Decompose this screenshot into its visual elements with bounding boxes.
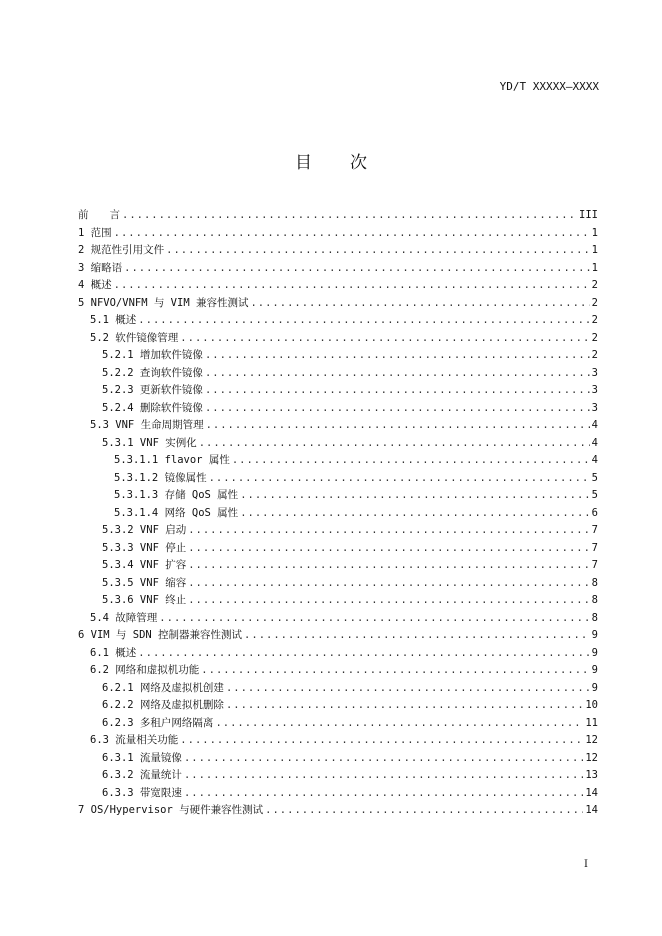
- toc-dot-leader: [138, 312, 589, 330]
- toc-entry-label: 3 缩略语: [78, 261, 123, 274]
- toc-entry-page: 8: [591, 594, 598, 606]
- toc-entry-page: 8: [591, 611, 598, 624]
- toc-dot-leader: [184, 767, 583, 785]
- toc-entry[interactable]: [78, 802, 598, 820]
- toc-entry[interactable]: [78, 400, 598, 418]
- toc-dot-leader: [180, 330, 589, 348]
- toc-title-first: 目: [295, 153, 312, 173]
- toc-entry[interactable]: [78, 680, 598, 698]
- toc-entry[interactable]: [78, 575, 598, 593]
- toc-entry-label: 5.3.4 VNF 扩容: [102, 559, 187, 571]
- toc-dot-leader: [188, 540, 589, 558]
- document-code: YD/T XXXXX—XXXX: [499, 80, 599, 93]
- toc-dot-leader: [166, 242, 590, 260]
- toc-entry-page: 7: [591, 524, 598, 536]
- toc-dot-leader: [215, 715, 583, 733]
- toc-entry-label: 5.2.4 删除软件镜像: [102, 401, 203, 414]
- toc-entry[interactable]: [78, 417, 598, 435]
- toc-entry-label: 5 NFVO/VNFM 与 VIM 兼容性测试: [78, 296, 249, 309]
- toc-entry-page: 2: [591, 296, 598, 309]
- toc-entry[interactable]: [78, 592, 598, 610]
- toc-entry-label: 5.3.2 VNF 启动: [102, 524, 187, 536]
- toc-entry-label: 4 概述: [78, 279, 112, 291]
- toc-entry[interactable]: [78, 767, 598, 785]
- toc-entry[interactable]: [78, 470, 598, 488]
- toc-entry-page: 9: [591, 681, 598, 694]
- toc-entry-page: 10: [585, 699, 598, 711]
- toc-entry[interactable]: [78, 645, 598, 663]
- toc-entry-label: 5.2 软件镜像管理: [90, 331, 179, 344]
- toc-entry-label: 5.3.1 VNF 实例化: [102, 436, 197, 449]
- toc-entry-page: 1: [591, 261, 598, 274]
- toc-entry-page: 9: [591, 646, 598, 659]
- toc-dot-leader: [205, 347, 590, 365]
- toc-entry[interactable]: [78, 697, 598, 715]
- toc-entry-label: 6.2.2 网络及虚拟机删除: [102, 699, 224, 711]
- toc-dot-leader: [250, 295, 589, 313]
- toc-entry-page: 14: [585, 804, 598, 816]
- toc-entry-page: 13: [585, 769, 598, 781]
- toc-entry-page: 3: [591, 384, 598, 396]
- table-of-contents: [78, 207, 598, 820]
- toc-entry-label: 5.3.1.1 flavor 属性: [114, 454, 230, 466]
- toc-dot-leader: [226, 697, 583, 715]
- toc-entry-page: 5: [591, 471, 598, 484]
- toc-entry[interactable]: [78, 207, 598, 225]
- toc-entry-label: 前 言: [78, 209, 120, 221]
- toc-title-second: 次: [350, 153, 367, 173]
- toc-entry-label: 5.3.5 VNF 缩容: [102, 576, 187, 589]
- toc-entry-label: 1 范围: [78, 226, 112, 239]
- toc-entry-page: 4: [591, 419, 598, 431]
- toc-dot-leader: [122, 207, 577, 225]
- toc-dot-leader: [114, 225, 590, 243]
- toc-entry-page: 11: [585, 716, 598, 729]
- toc-entry-label: 6.3.3 带宽限速: [102, 786, 182, 799]
- toc-entry-page: 3: [591, 366, 598, 379]
- toc-dot-leader: [138, 645, 589, 663]
- toc-entry[interactable]: [78, 277, 598, 295]
- toc-entry-page: 4: [591, 436, 598, 449]
- toc-entry-page: 12: [585, 751, 598, 764]
- toc-entry-label: 5.3.6 VNF 终止: [102, 594, 187, 606]
- toc-entry-page: 2: [591, 331, 598, 344]
- toc-entry-label: 5.3.1.2 镜像属性: [114, 471, 207, 484]
- toc-entry[interactable]: [78, 312, 598, 330]
- toc-entry[interactable]: [78, 732, 598, 750]
- toc-entry-label: 6.1 概述: [90, 646, 137, 659]
- toc-entry-label: 6.3 流量相关功能: [90, 734, 179, 746]
- toc-entry-page: 9: [591, 629, 598, 641]
- toc-dot-leader: [205, 365, 590, 383]
- toc-dot-leader: [124, 260, 590, 278]
- toc-dot-leader: [180, 732, 583, 750]
- toc-dot-leader: [188, 522, 589, 540]
- toc-entry-page: 5: [591, 489, 598, 501]
- toc-entry-label: 5.3 VNF 生命周期管理: [90, 419, 204, 431]
- toc-entry[interactable]: [78, 365, 598, 383]
- toc-dot-leader: [114, 277, 590, 295]
- toc-entry-label: 6.3.2 流量统计: [102, 769, 182, 781]
- toc-entry-page: III: [579, 209, 598, 221]
- toc-entry[interactable]: [78, 435, 598, 453]
- toc-dot-leader: [240, 505, 589, 523]
- toc-dot-leader: [209, 470, 590, 488]
- toc-dot-leader: [159, 610, 589, 628]
- toc-dot-leader: [188, 557, 589, 575]
- toc-dot-leader: [240, 487, 589, 505]
- toc-entry[interactable]: [78, 260, 598, 278]
- toc-entry-label: 5.3.1.4 网络 QoS 属性: [114, 506, 239, 519]
- toc-entry-page: 3: [591, 401, 598, 414]
- toc-entry-label: 6.3.1 流量镜像: [102, 751, 182, 764]
- toc-title: [0, 148, 662, 173]
- toc-entry-page: 1: [591, 226, 598, 239]
- toc-entry-label: 2 规范性引用文件: [78, 244, 165, 256]
- toc-entry-page: 1: [591, 244, 598, 256]
- page-number: I: [584, 859, 588, 870]
- toc-dot-leader: [188, 575, 589, 593]
- toc-entry-page: 4: [591, 454, 598, 466]
- toc-entry[interactable]: [78, 295, 598, 313]
- toc-entry[interactable]: [78, 347, 598, 365]
- toc-entry-label: 6.2 网络和虚拟机功能: [90, 664, 200, 676]
- toc-entry[interactable]: [78, 610, 598, 628]
- toc-entry[interactable]: [78, 505, 598, 523]
- toc-dot-leader: [244, 627, 590, 645]
- toc-entry-label: 5.3.3 VNF 停止: [102, 541, 187, 554]
- toc-entry[interactable]: [78, 522, 598, 540]
- toc-entry-label: 6.2.1 网络及虚拟机创建: [102, 681, 224, 694]
- toc-entry-page: 7: [591, 541, 598, 554]
- toc-entry-label: 6 VIM 与 SDN 控制器兼容性测试: [78, 629, 243, 641]
- toc-entry[interactable]: [78, 557, 598, 575]
- toc-entry-page: 6: [591, 506, 598, 519]
- toc-entry-label: 5.2.3 更新软件镜像: [102, 384, 203, 396]
- toc-entry[interactable]: [78, 487, 598, 505]
- toc-entry[interactable]: [78, 785, 598, 803]
- toc-dot-leader: [232, 452, 590, 470]
- toc-entry-label: 7 OS/Hypervisor 与硬件兼容性测试: [78, 804, 264, 816]
- toc-entry-label: 5.3.1.3 存储 QoS 属性: [114, 489, 239, 501]
- toc-entry[interactable]: [78, 627, 598, 645]
- toc-entry[interactable]: [78, 242, 598, 260]
- toc-entry-page: 8: [591, 576, 598, 589]
- toc-entry-label: 6.2.3 多租户网络隔离: [102, 716, 214, 729]
- toc-entry-page: 2: [591, 314, 598, 326]
- toc-entry-page: 2: [591, 279, 598, 291]
- toc-dot-leader: [184, 785, 583, 803]
- toc-dot-leader: [205, 400, 590, 418]
- toc-entry-page: 9: [591, 664, 598, 676]
- toc-dot-leader: [205, 382, 590, 400]
- toc-entry[interactable]: [78, 750, 598, 768]
- toc-dot-leader: [199, 435, 590, 453]
- toc-entry-page: 2: [591, 349, 598, 361]
- toc-entry-page: 12: [585, 734, 598, 746]
- toc-entry-page: 14: [585, 786, 598, 799]
- toc-dot-leader: [265, 802, 583, 820]
- toc-entry[interactable]: [78, 662, 598, 680]
- toc-entry[interactable]: [78, 715, 598, 733]
- toc-dot-leader: [184, 750, 583, 768]
- toc-dot-leader: [206, 417, 590, 435]
- toc-entry[interactable]: [78, 382, 598, 400]
- toc-entry-label: 5.2.1 增加软件镜像: [102, 349, 203, 361]
- toc-entry-page: 7: [591, 559, 598, 571]
- toc-dot-leader: [201, 662, 589, 680]
- toc-entry[interactable]: [78, 225, 598, 243]
- toc-entry[interactable]: [78, 452, 598, 470]
- toc-dot-leader: [226, 680, 590, 698]
- toc-entry[interactable]: [78, 330, 598, 348]
- toc-entry-label: 5.4 故障管理: [90, 611, 158, 624]
- toc-entry[interactable]: [78, 540, 598, 558]
- toc-dot-leader: [188, 592, 589, 610]
- toc-entry-label: 5.1 概述: [90, 314, 137, 326]
- toc-entry-label: 5.2.2 查询软件镜像: [102, 366, 203, 379]
